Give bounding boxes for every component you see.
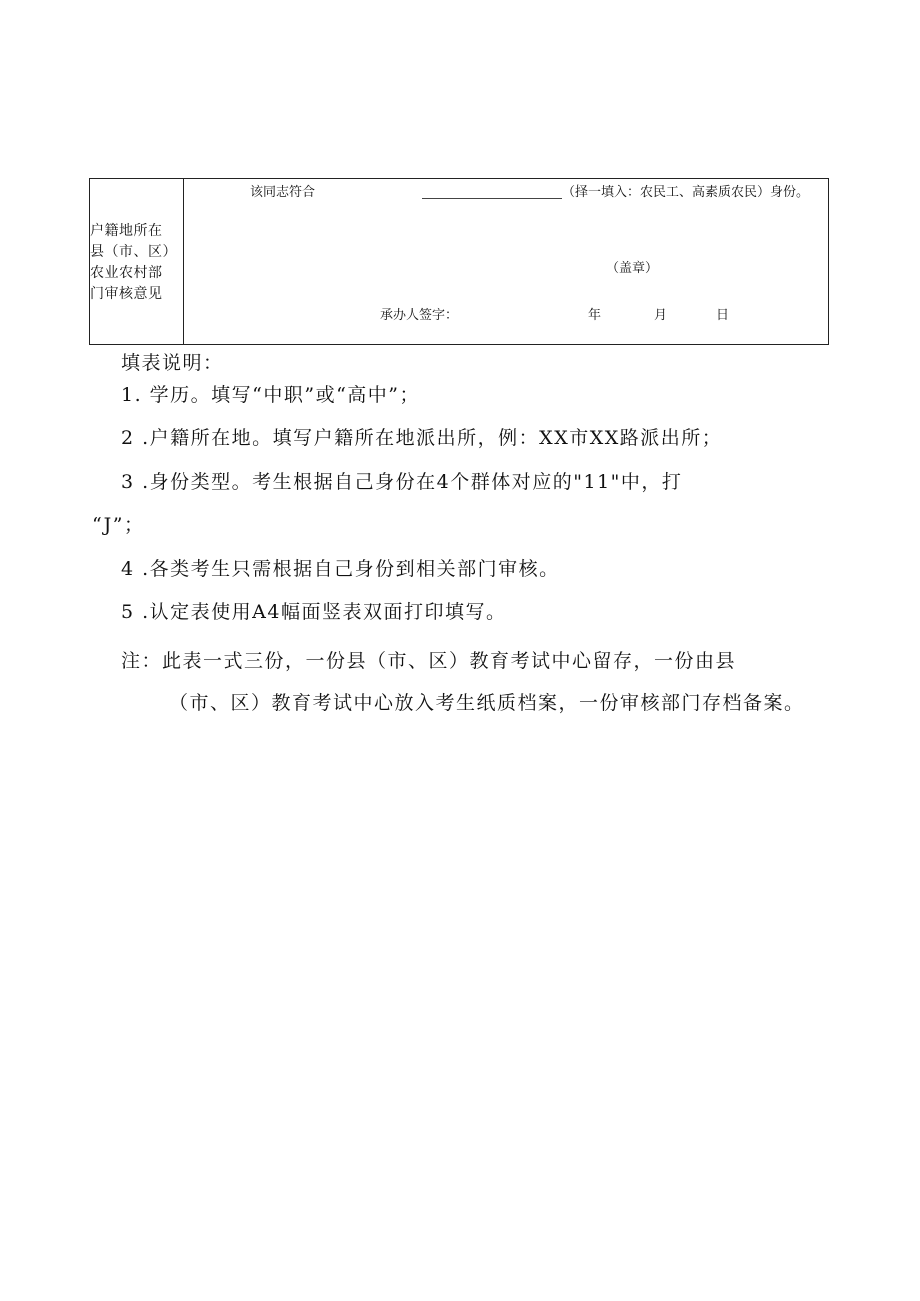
row-label: 户籍地所在 县（市、区） 农业农村部 门审核意见: [90, 223, 177, 302]
year-label: 年: [588, 308, 602, 323]
opinion-content-cell: [184, 179, 828, 344]
day-label: 日: [716, 308, 730, 323]
identity-fill-blank[interactable]: [422, 198, 562, 199]
statement-suffix: （择一填入：农民工、高素质农民）身份。: [562, 185, 810, 200]
notes-title: 填表说明：: [121, 352, 224, 374]
month-label: 月: [654, 308, 668, 323]
row-label-cell: [90, 179, 184, 344]
remark-block: [121, 640, 821, 724]
note-item-2: 2 .户籍所在地。填写户籍所在地派出所，例：XX市XX路派出所；: [121, 427, 723, 449]
signer-label: 承办人签字：: [380, 308, 459, 323]
note-item-4: 4 .各类考生只需根据自己身份到相关部门审核。: [121, 558, 560, 580]
note-item-5: 5 .认定表使用A4幅面竖表双面打印填写。: [121, 601, 507, 623]
remark-continuation: （市、区）教育考试中心放入考生纸质档案，一份审核部门存档备案。: [169, 692, 805, 714]
seal-label: （盖章）: [606, 261, 659, 276]
remark-head: 注：此表一式三份，一份县（市、区）教育考试中心留存，一份由县: [121, 650, 737, 672]
statement-prefix: 该同志符合: [250, 185, 316, 200]
note-item-1: 1. 学历。填写“中职”或“高中”；: [121, 384, 421, 406]
review-opinion-table: [89, 178, 829, 345]
note-item-3: 3 .身份类型。考生根据自己身份在4个群体对应的"11"中，打: [121, 471, 683, 493]
note-item-3-cont: “J”；: [92, 514, 145, 536]
